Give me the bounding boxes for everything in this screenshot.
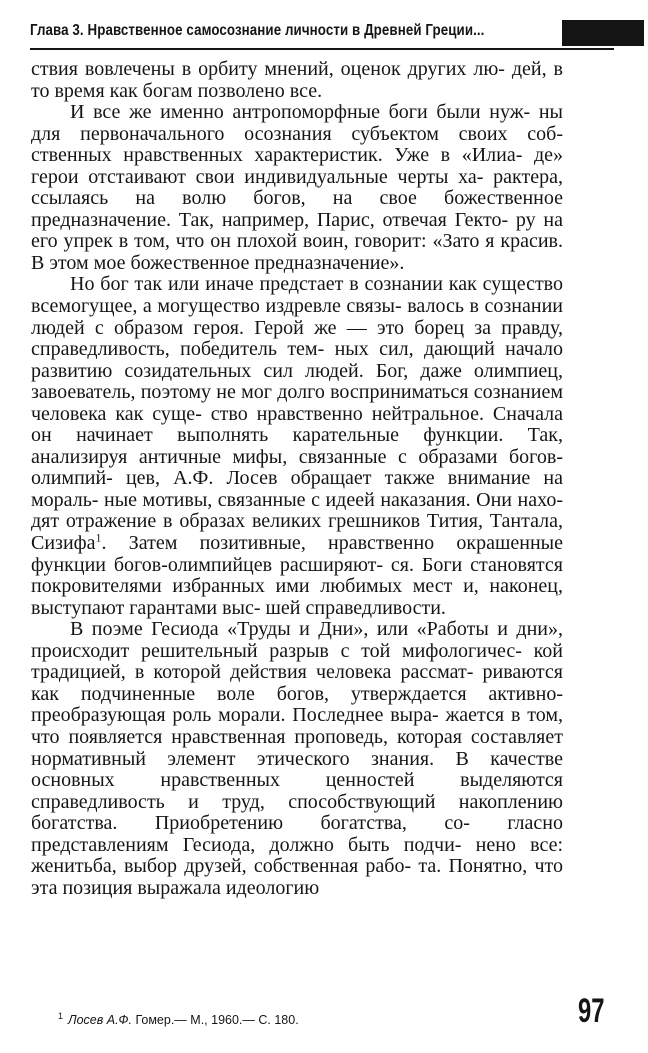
paragraph-text: Но бог так или иначе предстает в сознании как существо всемогущее, а могущество издревле связы- валось в сознании людей с образом героя. Герой же — это борец за правду, справедливость, победитель тем- ных сил, дающий начало развитию созидательных сил людей. Бог, даже олимпиец, завоеватель, поэтому не мог долго восприниматься сознанием человека как суще- ство нравственно нейтральное. Сначала он начинает выполнять карательные функции. Так, анализируя античные мифы, связанные с образами богов-олимпий- цев, А.Ф. Лосев обращает также внимание на мораль- ные мотивы, связанные с идеей наказания. Они нахо- дят отражение в образах великих грешников Тития, Тантала, Сизифа (31, 273, 563, 555)
paragraph-continued: ствия вовлечены в орбиту мнений, оценок других лю- дей, в то время как богам позволено все. (31, 58, 563, 102)
paragraph-with-footnote: Но бог так или иначе предстает в сознании как существо всемогущее, а могущество издревле связы- валось в сознании людей с образом героя. Герой же — это борец за правду, справедливость, победитель тем- ных сил, дающий начало развитию созидательных сил людей. Бог, даже олимпиец, завоеватель, поэтому не мог долго восприниматься сознанием человека как суще- ство нравственно нейтральное. Сначала он начинает выполнять карательные функции. Так, анализируя античные мифы, связанные с образами богов-олимпий- цев, А.Ф. Лосев обращает также внимание на мораль- ные мотивы, связанные с идеей наказания. Они нахо- дят отражение в образах великих грешников Тития, Тантала, Сизифа$^1$. Затем позитивные, нравственно окрашенные функции богов-олимпийцев расширяют- ся. Боги становятся покровителями избранных ими любимых мест и, наконец, выступают гарантами выс- шей справедливости. (31, 273, 563, 619)
running-head (30, 20, 614, 46)
footnote-author: Лосев А.Ф. (68, 1013, 132, 1028)
body-text (31, 59, 563, 899)
page-number: 97 (578, 992, 605, 1030)
footnote-text: Гомер.— М., 1960.— С. 180. (135, 1013, 299, 1028)
running-title: Глава 3. Нравственное самосознание личности в Древней Греции... (30, 22, 485, 39)
footnote (58, 1011, 299, 1027)
header-black-block (562, 20, 644, 46)
paragraph: В поэме Гесиода «Труды и Дни», или «Работы и дни», происходит решительный разрыв с той мифологичес- кой традицией, в которой действия человека рассмат- риваются как подчиненные воле богов, утверждается активно-преобразующая роль морали. Последнее выра- жается в том, что появляется нравственная проповедь, которая составляет нормативный элемент этического знания. В качестве основных нравственных ценностей выделяются справедливость и труд, способствующий накоплению богатства. Приобретению богатства, со- гласно представлениям Гесиода, должно быть подчи- нено все: женитьба, выбор друзей, собственная рабо- та. Понятно, что эта позиция выражала идеологию (31, 618, 563, 899)
footnote-mark: 1 (58, 1011, 64, 1021)
footnote-reference: 1 (95, 530, 102, 545)
paragraph: И все же именно антропоморфные боги были нуж- ны для первоначального осознания субъектом своих соб- ственных нравственных характеристик. Уже в «Илиа- де» герои отстаивают свои индивидуальные черты ха- рактера, ссылаясь на волю богов, на свое божественное предназначение. Так, например, Парис, отвечая Гекто- ру на его упрек в том, что он плохой воин, говорит: «Зато я красив. В этом мое божественное предназначение». (31, 101, 563, 274)
header-rule (30, 48, 614, 50)
paragraph-text-continued: Затем позитивные, нравственно окрашенные функции богов-олимпийцев расширяют- ся. Боги становятся покровителями избранных ими любимых мест и, наконец, выступают гарантами выс- шей справедливости. (31, 532, 563, 619)
